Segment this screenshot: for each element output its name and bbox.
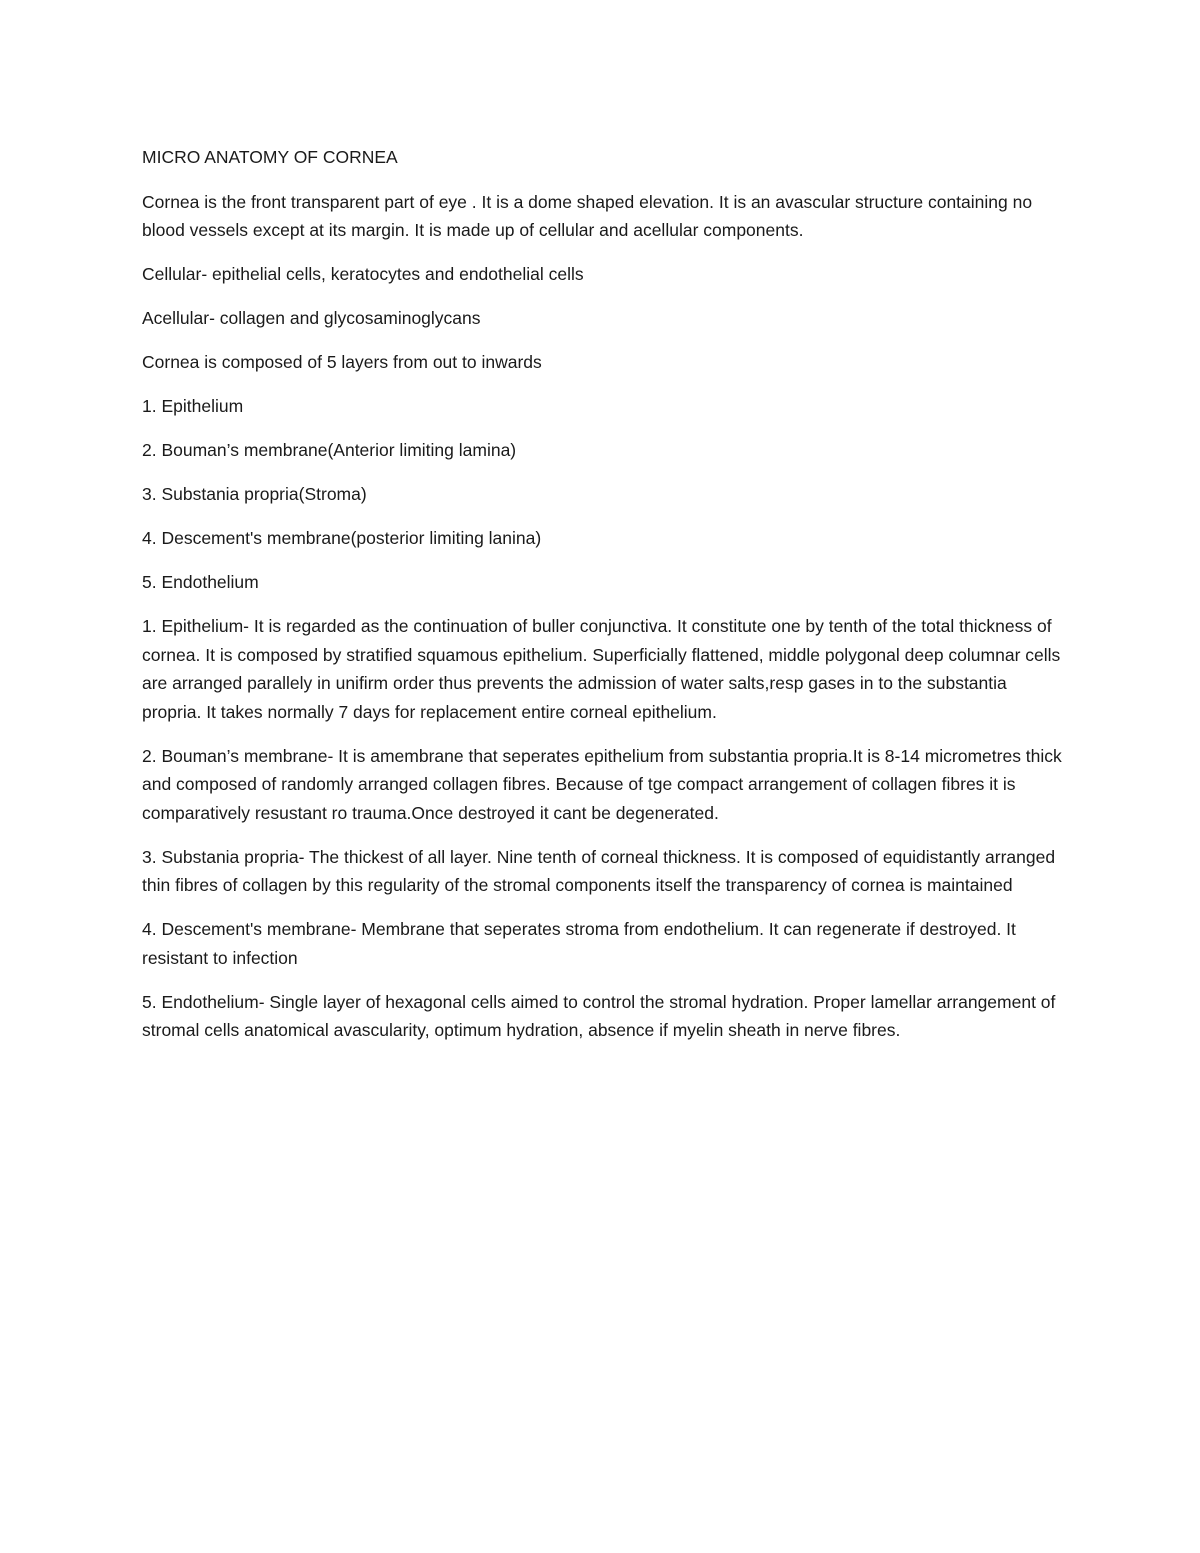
paragraph-intro: Cornea is the front transparent part of eye . It is a dome shaped elevation. It is an avascular structure containing no blood vessels except at its margin. It is made up of cellular and acellular components. [142,191,1033,240]
paragraph-boumans-membrane: 2. Bouman’s membrane- It is amembrane that seperates epithelium from substantia propria.It is 8-14 micrometres thick and composed of randomly arranged collagen fibres. Because of tge compact arrangement of collagen fibres it is comparatively resustant ro trauma.Once destroyed it cant be degenerated. [142,745,1062,823]
paragraph-substania-propria: 3. Substania propria- The thickest of all layer. Nine tenth of corneal thickness. It is composed of equidistantly arranged thin fibres of collagen by this regularity of the stromal components itself the transparency of cornea is maintained [142,846,1056,895]
document-body [142,143,1062,1060]
list-item-substania-propria: 3. Substania propria(Stroma) [142,484,367,504]
list-item-boumans-membrane: 2. Bouman’s membrane(Anterior limiting lamina) [142,440,517,460]
list-item-descements-membrane: 4. Descement's membrane(posterior limiting lanina) [142,528,542,548]
paragraph-layers-intro: Cornea is composed of 5 layers from out to inwards [142,352,542,372]
list-item-endothelium: 5. Endothelium [142,572,259,592]
paragraph-cellular: Cellular- epithelial cells, keratocytes and endothelial cells [142,264,584,284]
paragraph-acellular: Acellular- collagen and glycosaminoglycans [142,308,481,328]
list-item-epithelium: 1. Epithelium [142,396,244,416]
document-title: MICRO ANATOMY OF CORNEA [142,147,398,167]
paragraph-descements-membrane: 4. Descement's membrane- Membrane that seperates stroma from endothelium. It can regenerate if destroyed. It resistant to infection [142,919,1016,968]
paragraph-endothelium: 5. Endothelium- Single layer of hexagonal cells aimed to control the stromal hydration. Proper lamellar arrangement of stromal cells anatomical avascularity, optimum hydration, absence if myelin sheath in nerve fibres. [142,991,1056,1040]
paragraph-epithelium: 1. Epithelium- It is regarded as the continuation of buller conjunctiva. It constitute one by tenth of the total thickness of cornea. It is composed by stratified squamous epithelium. Superficially flattened, middle polygonal deep columnar cells are arranged parallely in unifirm order thus prevents the admission of water salts,resp gases in to the substantia propria. It takes normally 7 days for replacement entire corneal epithelium. [142,616,1061,722]
